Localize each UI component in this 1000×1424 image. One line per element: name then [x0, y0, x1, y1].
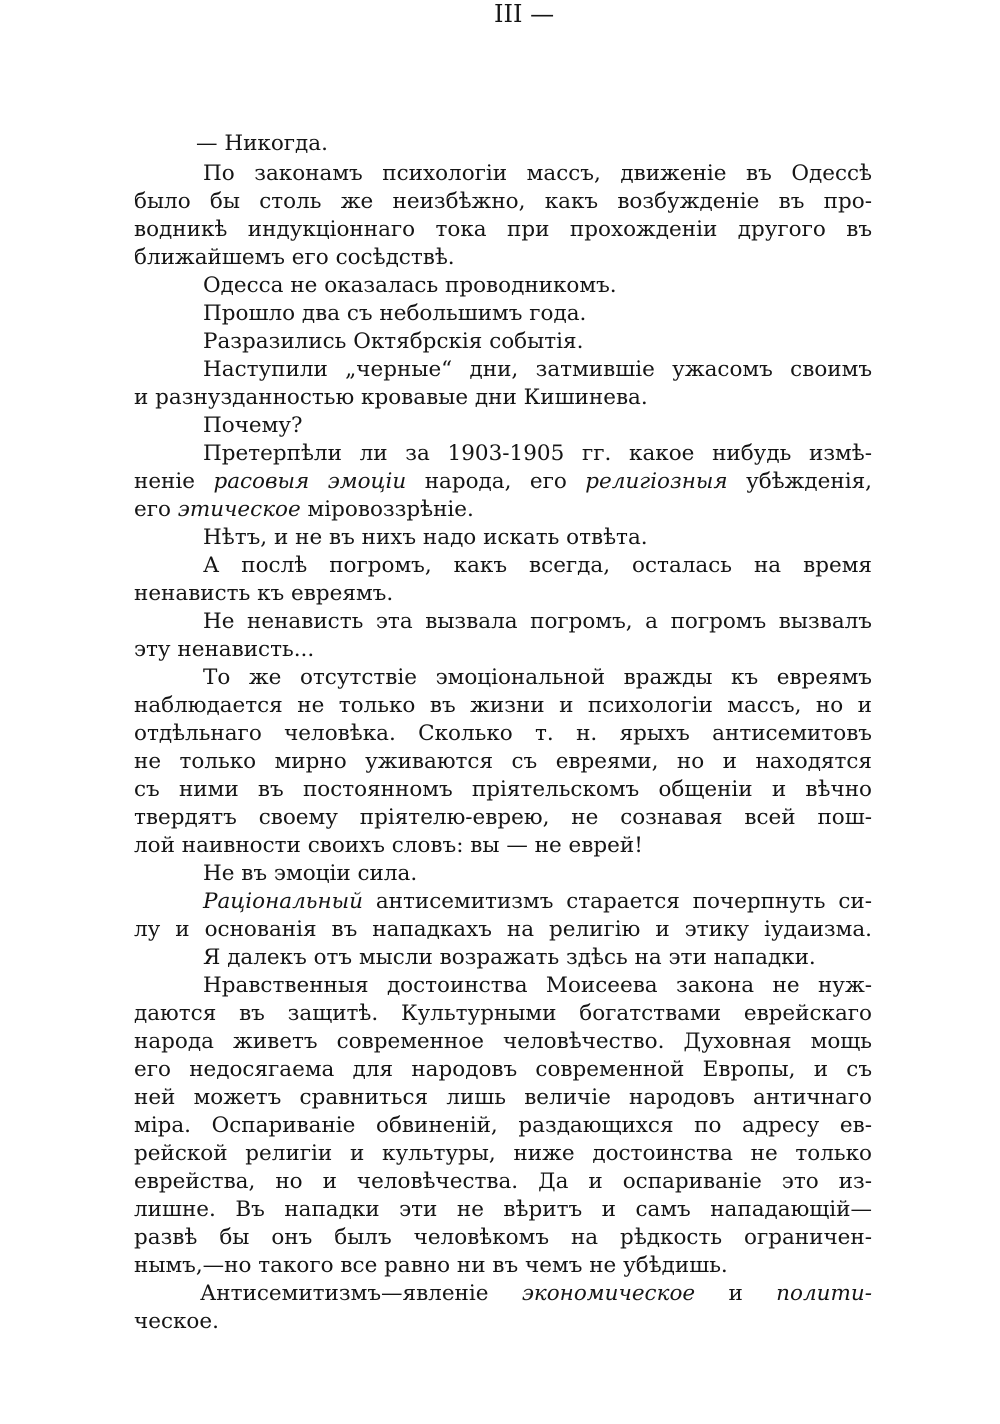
- text-line: и разнузданностью кровавые дни Кишинева.: [134, 385, 648, 410]
- text-line: Наступили „черные“ дни, затмившіе ужасомъ своимъ: [203, 357, 872, 382]
- text-line: съ ними въ постоянномъ пріятельскомъ общеніи и вѣчно: [134, 777, 872, 802]
- text-line: ближайшемъ его сосѣдствѣ.: [134, 245, 455, 270]
- text-line: отдѣльнаго человѣка. Сколько т. н. ярыхъ антисемитовъ: [134, 721, 872, 746]
- text-line: народа живетъ современное человѣчество. Духовная мощь: [134, 1029, 872, 1054]
- text-line: рейской религіи и культуры, ниже достоинства не только: [134, 1141, 872, 1166]
- text-line: лой наивности своихъ словъ: вы — не еврей!: [134, 833, 643, 858]
- italic-emphasis: полити-: [776, 1281, 872, 1306]
- text-line: твердятъ своему пріятелю-еврею, не сознавая всей пош-: [134, 805, 872, 830]
- italic-emphasis: расовыя эмоціи: [213, 469, 407, 494]
- text-line: Нравственныя достоинства Моисеева закона не нуж-: [203, 973, 872, 998]
- text-line: Не въ эмоціи сила.: [203, 861, 418, 886]
- text-line: — Никогда.: [196, 131, 328, 156]
- text-line: даются въ защитѣ. Культурными богатствами еврейскаго: [134, 1001, 872, 1026]
- text-line: Прошло два съ небольшимъ года.: [203, 301, 587, 326]
- text-line: было бы столь же неизбѣжно, какъ возбужденіе въ про-: [134, 189, 872, 214]
- text-line: Антисемитизмъ—явленіе экономическое и полити-: [200, 1281, 872, 1306]
- text-line: еврейства, но и человѣчества. Да и оспариваніе это из-: [134, 1169, 872, 1194]
- text-line: Одесса не оказалась проводникомъ.: [203, 273, 617, 298]
- italic-emphasis: религіозныя: [585, 469, 728, 494]
- text-line: Нѣтъ, и не въ нихъ надо искать отвѣта.: [203, 525, 648, 550]
- text-line: Почему?: [203, 413, 303, 438]
- text-line: Претерпѣли ли за 1903-1905 гг. какое нибудь измѣ-: [203, 441, 872, 466]
- text-line: нымъ,—но такого все равно ни въ чемъ не убѣдишь.: [134, 1253, 728, 1278]
- text-line: Не ненависть эта вызвала погромъ, а погромъ вызвалъ: [203, 609, 872, 634]
- text-line: Я далекъ отъ мысли возражать здѣсь на эти нападки.: [203, 945, 816, 970]
- text-line: ненависть къ евреямъ.: [134, 581, 394, 606]
- text-line: водникѣ индукціоннаго тока при прохожденіи другого въ: [134, 217, 872, 242]
- italic-emphasis: экономическое: [521, 1281, 696, 1306]
- text-line: По законамъ психологіи массъ, движеніе въ Одессѣ: [203, 161, 872, 186]
- text-line: наблюдается не только въ жизни и психологіи массъ, но и: [134, 693, 872, 718]
- page-number-header: III —: [494, 0, 555, 28]
- text-line: Разразились Октябрскія событія.: [203, 329, 584, 354]
- text-line: его недосягаема для народовъ современной Европы, и съ: [134, 1057, 872, 1082]
- text-line: эту ненависть...: [134, 637, 315, 662]
- text-line: Раціональный антисемитизмъ старается почерпнуть си-: [203, 889, 872, 914]
- text-line: лишне. Въ нападки эти не вѣритъ и самъ нападающій—: [134, 1197, 872, 1222]
- text-line: ческое.: [134, 1309, 219, 1334]
- text-line: ней можетъ сравниться лишь величіе народовъ античнаго: [134, 1085, 872, 1110]
- text-line: его этическое міровоззрѣніе.: [134, 497, 474, 522]
- italic-emphasis: Раціональный: [203, 889, 364, 914]
- text-line: міра. Оспариваніе обвиненій, раздающихся по адресу ев-: [134, 1113, 872, 1138]
- text-line: То же отсутствіе эмоціональной вражды къ евреямъ: [203, 665, 872, 690]
- text-line: не только мирно уживаются съ евреями, но и находятся: [134, 749, 872, 774]
- text-line: развѣ бы онъ былъ человѣкомъ на рѣдкость ограничен-: [134, 1225, 872, 1250]
- text-line: лу и основанія въ нападкахъ на религію и этику іудаизма.: [134, 917, 872, 942]
- italic-emphasis: этическое: [177, 497, 301, 522]
- text-line: А послѣ погромъ, какъ всегда, осталась на время: [203, 553, 872, 578]
- text-line: неніе расовыя эмоціи народа, его религіозныя убѣжденія,: [134, 469, 872, 494]
